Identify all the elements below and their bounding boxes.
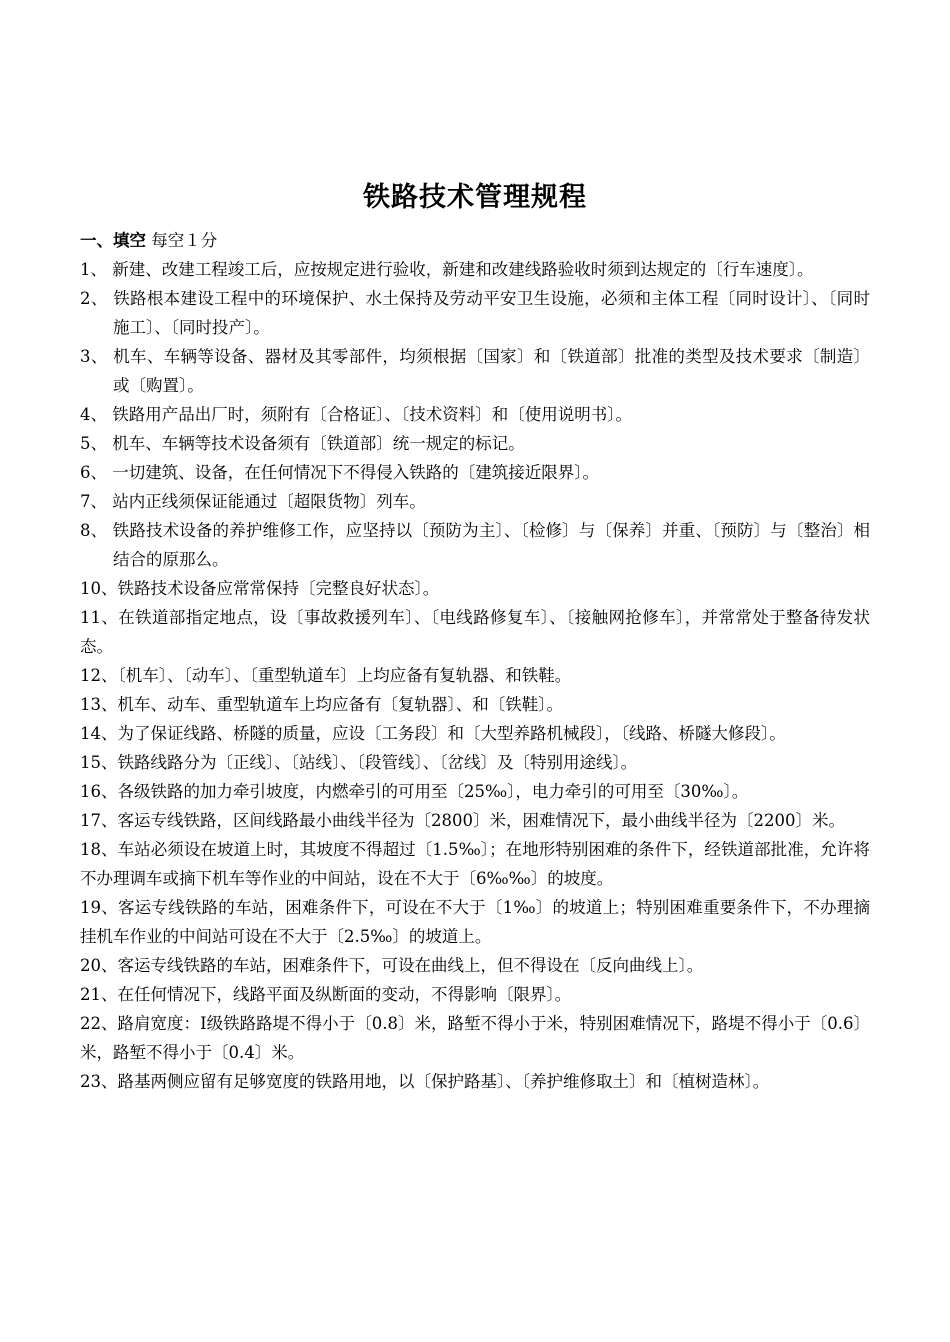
question-item: 13、机车、动车、重型轨道车上均应备有〔复轨器〕、和〔铁鞋〕。 (80, 695, 563, 714)
question-item: 20、客运专线铁路的车站，困难条件下，可设在曲线上，但不得设在〔反向曲线上〕。 (80, 956, 704, 975)
question-item: 23、路基两侧应留有足够宽度的铁路用地，以〔保护路基〕、〔养护维修取土〕和〔植树造林〕。 (80, 1072, 770, 1091)
question-item: 8、 铁路技术设备的养护维修工作，应坚持以〔预防为主〕、〔检修〕与〔保养〕并重、〔预防〕与〔整治〕相结合的原那么。 (80, 521, 870, 569)
question-item: 17、客运专线铁路，区间线路最小曲线半径为〔2800〕米，困难情况下，最小曲线半径为〔2200〕米。 (80, 811, 845, 830)
question-item: 3、 机车、车辆等设备、器材及其零部件，均须根据〔国家〕和〔铁道部〕批准的类型及技术要求〔制造〕或〔购置〕。 (80, 347, 870, 395)
section-heading-note: 每空１分 (146, 231, 218, 250)
question-item: 19、客运专线铁路的车站，困难条件下，可设在不大于〔1‰〕的坡道上；特别困难重要条件下，不办理摘挂机车作业的中间站可设在不大于〔2.5‰〕的坡道上。 (80, 898, 870, 946)
document-page (80, 178, 870, 1096)
section-heading-label: 一、填空 (80, 231, 146, 250)
question-list (80, 255, 870, 1096)
question-item: 14、为了保证线路、桥隧的质量，应设〔工务段〕和〔大型养路机械段〕，〔线路、桥隧大修段〕。 (80, 724, 786, 743)
document-title: 铁路技术管理规程 (363, 182, 587, 213)
question-item: 2、 铁路根本建设工程中的环境保护、水土保持及劳动平安卫生设施，必须和主体工程〔同时设计〕、〔同时施工〕、〔同时投产〕。 (80, 289, 870, 337)
question-item: 1、 新建、改建工程竣工后，应按规定进行验收，新建和改建线路验收时须到达规定的〔行车速度〕。 (80, 260, 814, 279)
question-item: 21、在任何情况下，线路平面及纵断面的变动，不得影响〔限界〕。 (80, 985, 572, 1004)
question-item: 22、路肩宽度：Ⅰ级铁路路堤不得小于〔0.8〕米，路堑不得小于米，特别困难情况下，路堤不得小于〔0.6〕米，路堑不得小于〔0.4〕米。 (80, 1014, 870, 1062)
question-item: 6、 一切建筑、设备，在任何情况下不得侵入铁路的〔建筑接近限界〕。 (80, 463, 599, 482)
question-item: 16、各级铁路的加力牵引坡度，内燃牵引的可用至〔25‰〕，电力牵引的可用至〔30‰〕。 (80, 782, 749, 801)
question-item: 7、 站内正线须保证能通过〔超限货物〕列车。 (80, 492, 426, 511)
section-heading (80, 226, 870, 255)
question-item: 4、 铁路用产品出厂时，须附有〔合格证〕、〔技术资料〕和〔使用说明书〕。 (80, 405, 632, 424)
question-item: 12、〔机车〕、〔动车〕、〔重型轨道车〕上均应备有复轨器、和铁鞋。 (80, 666, 572, 685)
question-item: 10、铁路技术设备应常常保持〔完整良好状态〕。 (80, 579, 440, 598)
question-item: 5、 机车、车辆等技术设备须有〔铁道部〕统一规定的标记。 (80, 434, 525, 453)
question-item: 15、铁路线路分为〔正线〕、〔站线〕、〔段管线〕、〔岔线〕及〔特别用途线〕。 (80, 753, 638, 772)
question-item: 11、在铁道部指定地点，设〔事故救援列车〕、〔电线路修复车〕、〔接触网抢修车〕，并常常处于整备待发状态。 (80, 608, 870, 656)
question-item: 18、车站必须设在坡道上时，其坡度不得超过〔1.5‰〕；在地形特别困难的条件下，经铁道部批准，允许将不办理调车或摘下机车等作业的中间站，设在不大于〔6‰‰〕的坡度。 (80, 840, 870, 888)
